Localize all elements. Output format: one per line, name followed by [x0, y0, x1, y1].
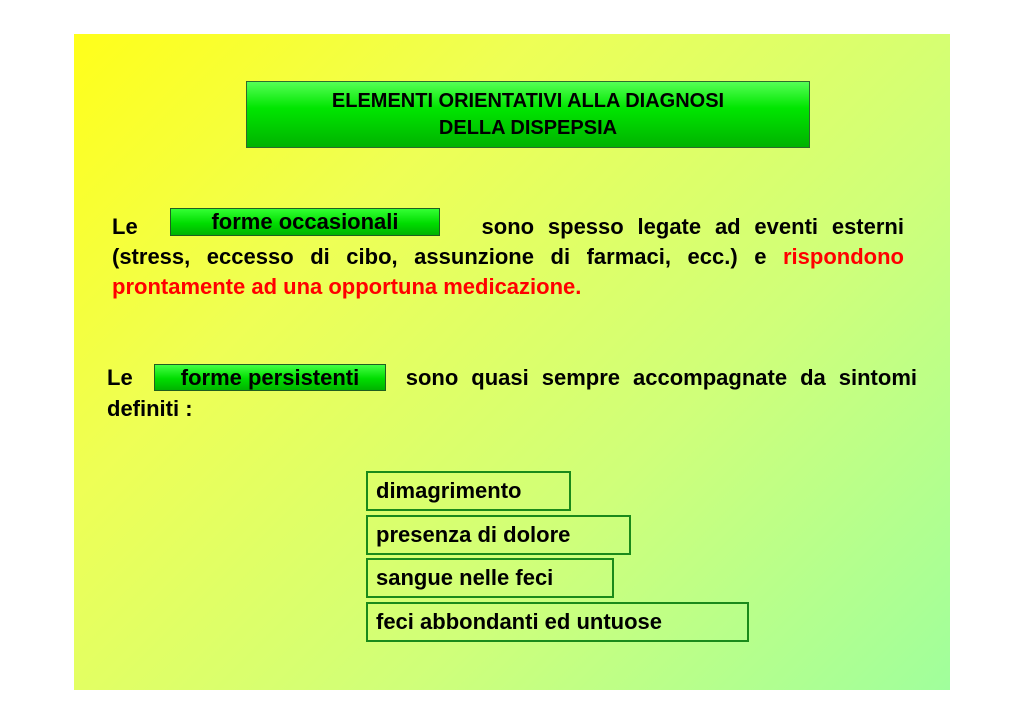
slide-title — [246, 81, 810, 148]
title-line-2: DELLA DISPEPSIA — [438, 116, 618, 139]
symptom-item: dimagrimento — [366, 471, 571, 511]
persistent-forms-label: forme persistenti — [154, 364, 386, 391]
title-line-1: ELEMENTI ORIENTATIVI ALLA DIAGNOSI — [331, 89, 725, 112]
occasional-forms-label: forme occasionali — [170, 208, 440, 236]
symptom-item: sangue nelle feci — [366, 558, 614, 598]
persistent-text: sono quasi sempre accompagnate da sintomi definiti : — [107, 365, 917, 421]
occasional-le: Le — [112, 214, 138, 239]
persistent-le: Le — [107, 365, 133, 390]
occasional-text: sono spesso legate ad eventi esterni (stress, eccesso di cibo, assunzione di farmaci, ecc.) e — [112, 214, 904, 269]
slide — [74, 34, 950, 690]
symptom-item: presenza di dolore — [366, 515, 631, 555]
symptom-item: feci abbondanti ed untuose — [366, 602, 749, 642]
occasional-red-text: rispondono prontamente ad una opportuna medicazione. — [112, 244, 904, 299]
